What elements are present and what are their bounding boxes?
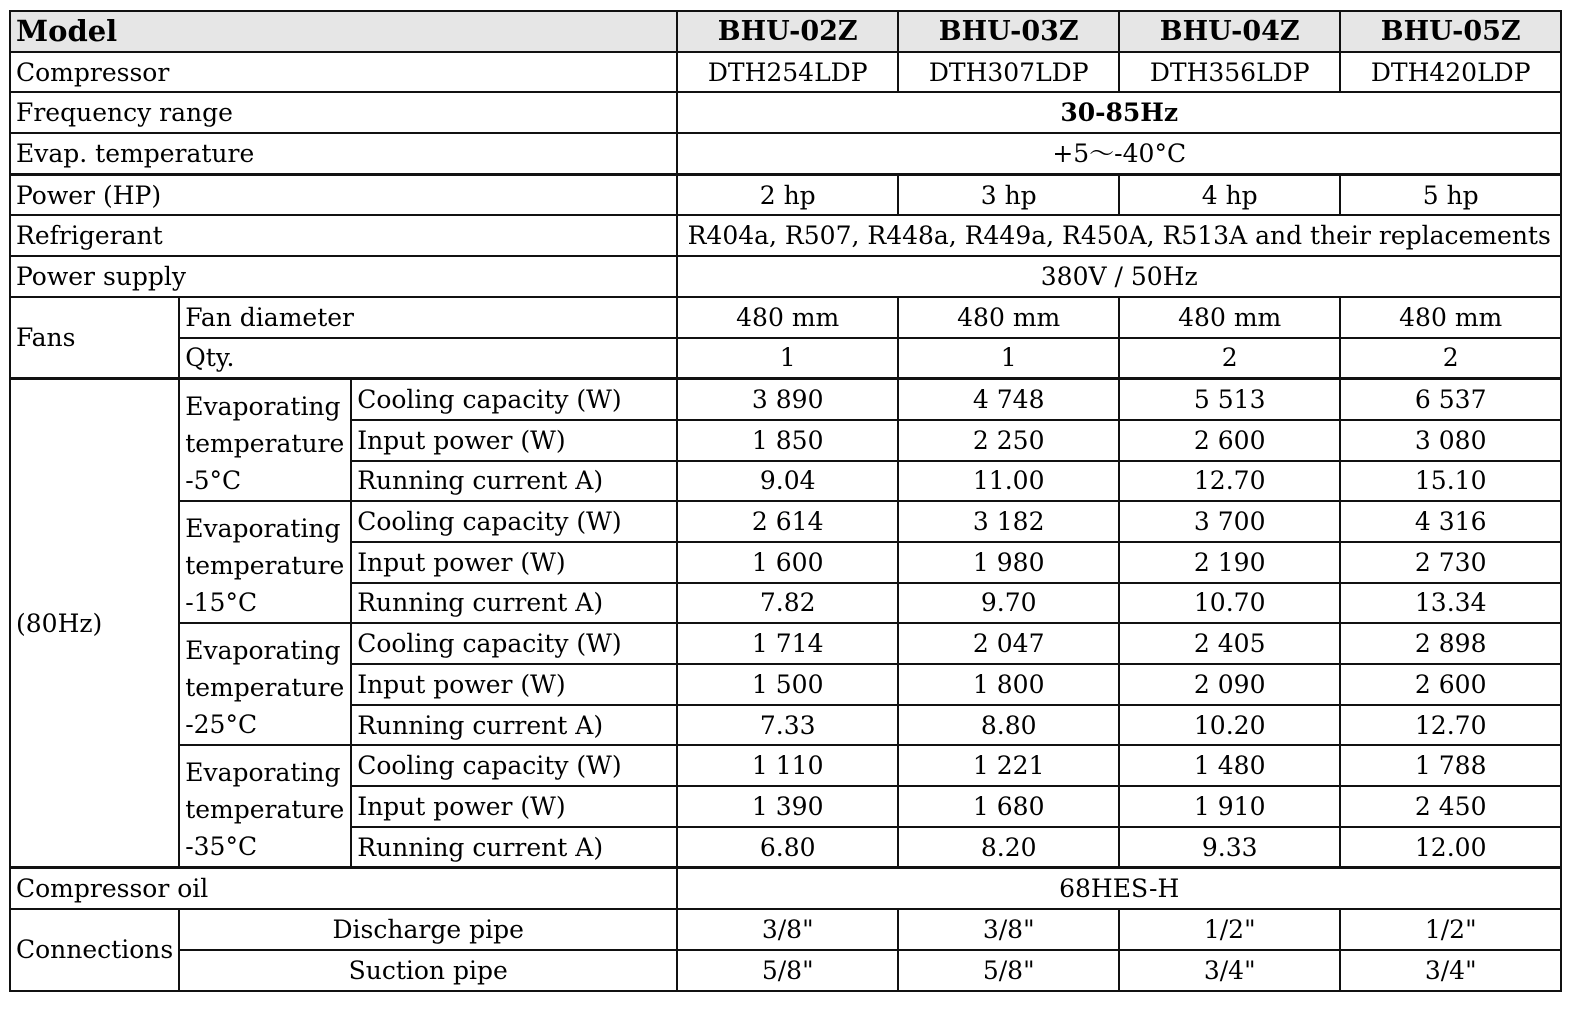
evaporating-temp-value: -5°C [185,466,242,496]
evaporating-temp-group [179,623,351,745]
fan-diameter-value: 480 mm [677,297,898,338]
power-hp-value: 5 hp [1340,174,1561,215]
evaporating-label: Evaporating [185,636,341,666]
discharge-pipe-value: 3/8" [677,909,898,950]
running-current-value: 12.70 [1119,461,1340,502]
discharge-pipe-label: Discharge pipe [179,909,677,950]
fan-qty-value: 2 [1340,338,1561,379]
evaporating-label: Evaporating [185,758,341,788]
running-current-value: 13.34 [1340,583,1561,624]
evaporating-temp-group [179,745,351,868]
compressor-label: Compressor [10,52,677,93]
running-current-value: 8.80 [898,705,1119,746]
running-current-label: Running current A) [351,583,677,624]
fan-diameter-value: 480 mm [1119,297,1340,338]
compressor-oil-label: Compressor oil [10,868,677,909]
suction-pipe-value: 3/4" [1119,950,1340,991]
compressor-oil-row [10,868,1561,909]
evap-temp-value: +5～-40°C [677,133,1561,174]
cooling-capacity-value: 1 110 [677,745,898,786]
cooling-capacity-row [10,379,1561,420]
discharge-pipe-value: 1/2" [1119,909,1340,950]
power-supply-value: 380V / 50Hz [677,256,1561,297]
temperature-label: temperature [185,551,345,581]
cooling-capacity-value: 4 316 [1340,501,1561,542]
cooling-capacity-value: 6 537 [1340,379,1561,420]
cooling-capacity-label: Cooling capacity (W) [351,501,677,542]
fan-diameter-value: 480 mm [898,297,1119,338]
input-power-label: Input power (W) [351,786,677,827]
compressor-value: DTH307LDP [898,52,1119,93]
discharge-pipe-value: 3/8" [898,909,1119,950]
compressor-value: DTH254LDP [677,52,898,93]
compressor-oil-value: 68HES-H [677,868,1561,909]
input-power-value: 1 800 [898,664,1119,705]
cooling-capacity-row [10,501,1561,542]
evap-temp-row [10,133,1561,174]
running-current-value: 9.70 [898,583,1119,624]
cooling-capacity-value: 3 890 [677,379,898,420]
evaporating-label: Evaporating [185,514,341,544]
power-supply-label: Power supply [10,256,677,297]
compressor-row [10,52,1561,93]
input-power-value: 1 980 [898,542,1119,583]
running-current-value: 7.33 [677,705,898,746]
cooling-capacity-value: 3 700 [1119,501,1340,542]
frequency-value: 30-85Hz [677,92,1561,133]
model-name: BHU-02Z [677,11,898,52]
cooling-capacity-value: 5 513 [1119,379,1340,420]
input-power-value: 1 910 [1119,786,1340,827]
cooling-capacity-label: Cooling capacity (W) [351,623,677,664]
cooling-capacity-label: Cooling capacity (W) [351,379,677,420]
input-power-value: 1 500 [677,664,898,705]
compressor-value: DTH356LDP [1119,52,1340,93]
input-power-value: 2 600 [1340,664,1561,705]
refrigerant-row [10,215,1561,256]
temperature-label: temperature [185,795,345,825]
running-current-value: 10.70 [1119,583,1340,624]
input-power-label: Input power (W) [351,664,677,705]
running-current-value: 15.10 [1340,461,1561,502]
refrigerant-label: Refrigerant [10,215,677,256]
input-power-value: 1 600 [677,542,898,583]
refrigerant-value: R404a, R507, R448a, R449a, R450A, R513A and their replacements [677,215,1561,256]
power-hp-value: 3 hp [898,174,1119,215]
temperature-label: temperature [185,429,345,459]
cooling-capacity-value: 2 047 [898,623,1119,664]
evaporating-label: Evaporating [185,392,341,422]
cooling-capacity-value: 2 405 [1119,623,1340,664]
evaporating-temp-value: -15°C [185,588,258,618]
running-current-label: Running current A) [351,827,677,868]
power-hp-value: 4 hp [1119,174,1340,215]
power-supply-row [10,256,1561,297]
running-current-value: 12.00 [1340,827,1561,868]
fan-diameter-label: Fan diameter [179,297,677,338]
model-name: BHU-05Z [1340,11,1561,52]
model-name: BHU-04Z [1119,11,1340,52]
cooling-capacity-value: 1 480 [1119,745,1340,786]
input-power-value: 2 600 [1119,420,1340,461]
header-row [10,11,1561,52]
fan-qty-value: 1 [677,338,898,379]
power-hp-row [10,174,1561,215]
running-current-label: Running current A) [351,705,677,746]
frequency-condition-label: (80Hz) [10,379,179,868]
model-label: Model [10,11,677,52]
suction-pipe-value: 3/4" [1340,950,1561,991]
input-power-label: Input power (W) [351,542,677,583]
discharge-pipe-row [10,909,1561,950]
cooling-capacity-value: 1 788 [1340,745,1561,786]
evaporating-temp-value: -35°C [185,832,258,862]
running-current-label: Running current A) [351,461,677,502]
running-current-value: 8.20 [898,827,1119,868]
connections-label: Connections [10,909,179,990]
evaporating-temp-group [179,379,351,502]
running-current-value: 9.33 [1119,827,1340,868]
cooling-capacity-value: 1 221 [898,745,1119,786]
evaporating-temp-value: -25°C [185,710,258,740]
input-power-value: 1 850 [677,420,898,461]
input-power-value: 2 190 [1119,542,1340,583]
temperature-label: temperature [185,673,345,703]
cooling-capacity-value: 3 182 [898,501,1119,542]
cooling-capacity-row [10,745,1561,786]
running-current-value: 6.80 [677,827,898,868]
compressor-value: DTH420LDP [1340,52,1561,93]
cooling-capacity-value: 1 714 [677,623,898,664]
running-current-value: 10.20 [1119,705,1340,746]
discharge-pipe-value: 1/2" [1340,909,1561,950]
fans-label: Fans [10,297,179,379]
running-current-value: 12.70 [1340,705,1561,746]
input-power-value: 2 730 [1340,542,1561,583]
cooling-capacity-value: 2 898 [1340,623,1561,664]
power-hp-value: 2 hp [677,174,898,215]
fan-diameter-value: 480 mm [1340,297,1561,338]
frequency-row [10,92,1561,133]
fan-qty-label: Qty. [179,338,677,379]
running-current-value: 9.04 [677,461,898,502]
evap-temp-label: Evap. temperature [10,133,677,174]
input-power-value: 2 450 [1340,786,1561,827]
power-hp-label: Power (HP) [10,174,677,215]
cooling-capacity-value: 2 614 [677,501,898,542]
evaporating-temp-group [179,501,351,623]
fan-qty-row [10,338,1561,379]
spec-table [9,10,1562,992]
cooling-capacity-label: Cooling capacity (W) [351,745,677,786]
cooling-capacity-row [10,623,1561,664]
running-current-value: 11.00 [898,461,1119,502]
cooling-capacity-value: 4 748 [898,379,1119,420]
input-power-value: 3 080 [1340,420,1561,461]
frequency-label: Frequency range [10,92,677,133]
input-power-value: 1 680 [898,786,1119,827]
input-power-label: Input power (W) [351,420,677,461]
suction-pipe-row [10,950,1561,991]
input-power-value: 2 250 [898,420,1119,461]
running-current-value: 7.82 [677,583,898,624]
fan-qty-value: 1 [898,338,1119,379]
model-name: BHU-03Z [898,11,1119,52]
input-power-value: 2 090 [1119,664,1340,705]
fan-qty-value: 2 [1119,338,1340,379]
fan-diameter-row [10,297,1561,338]
input-power-value: 1 390 [677,786,898,827]
suction-pipe-value: 5/8" [898,950,1119,991]
suction-pipe-value: 5/8" [677,950,898,991]
suction-pipe-label: Suction pipe [179,950,677,991]
